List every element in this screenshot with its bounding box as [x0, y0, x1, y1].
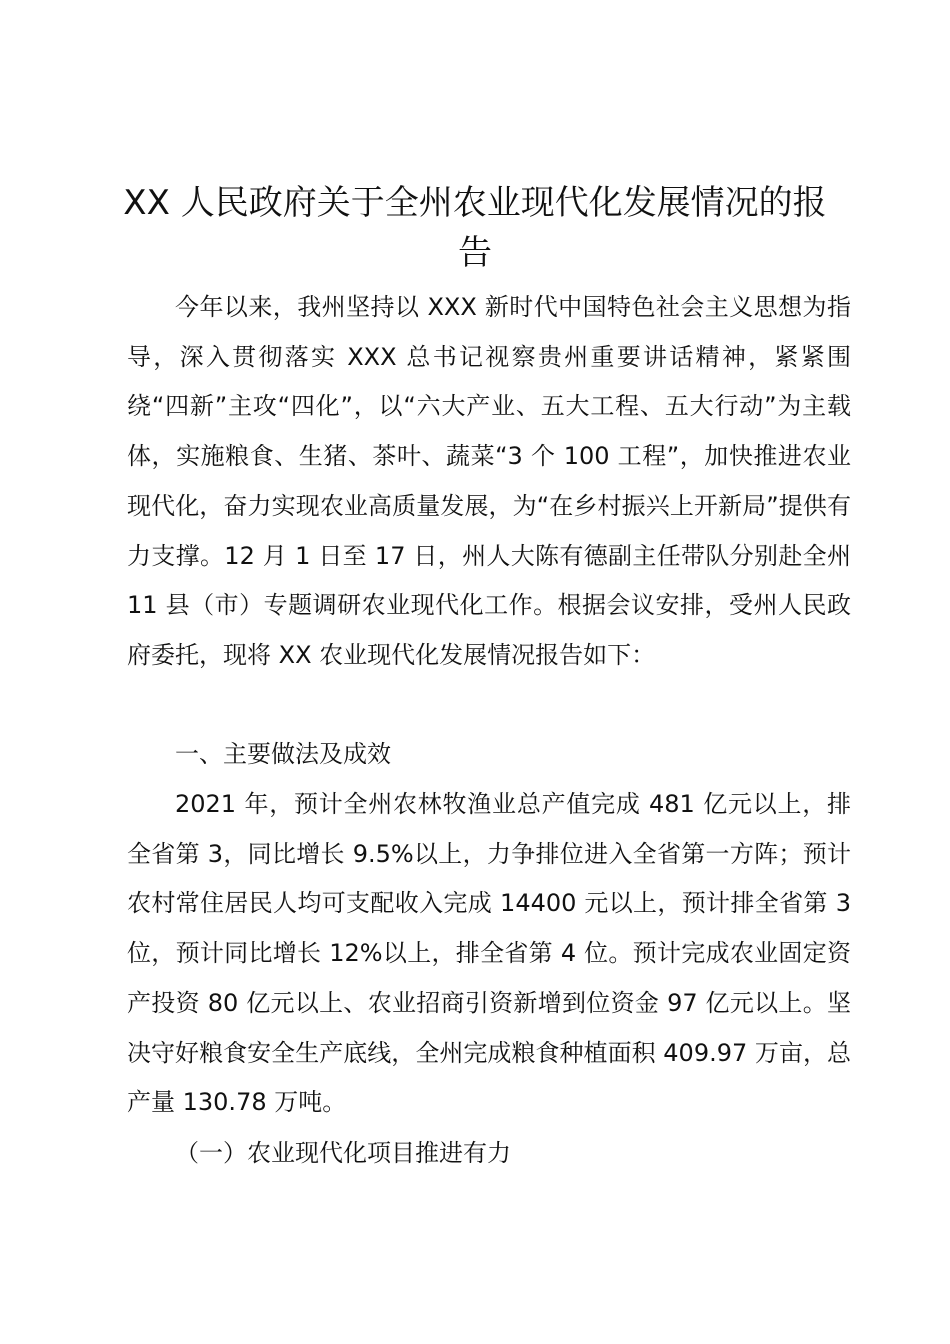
document-title: XX 人民政府关于全州农业现代化发展情况的报告	[123, 183, 827, 273]
section-heading: 一、主要做法及成效	[175, 740, 391, 768]
intro-paragraph: 今年以来，我州坚持以 XXX 新时代中国特色社会主义思想为指导，深入贯彻落实 XXX 总书记视察贵州重要讲话精神，紧紧围绕“四新”主攻“四化”，以“六大产业、五大工程、五大行动”为主载体，实施粮食、生猪、茶叶、蔬菜“3 个 100 工程”，加快推进农业现代化，奋力实现农业高质量发展，为“在乡村振兴上开新局”提供有力支撑。12 月 1 日至 17 日，州人大陈有德副主任带队分别赴全州 11 县（市）专题调研农业现代化工作。根据会议安排，受州人民政府委托，现将 XX 农业现代化发展情况报告如下：	[127, 293, 851, 669]
results-paragraph: 2021 年，预计全州农林牧渔业总产值完成 481 亿元以上，排全省第 3，同比增长 9.5%以上，力争排位进入全省第一方阵；预计农村常住居民人均可支配收入完成 14400 元以上，预计排全省第 3 位，预计同比增长 12%以上，排全省第 4 位。预计完成农业固定资产投资 80 亿元以上、农业招商引资新增到位资金 97 亿元以上。坚决守好粮食安全生产底线，全州完成粮食种植面积 409.97 万亩，总产量 130.78 万吨。	[127, 790, 851, 1117]
subsection-heading: （一）农业现代化项目推进有力	[175, 1139, 511, 1167]
